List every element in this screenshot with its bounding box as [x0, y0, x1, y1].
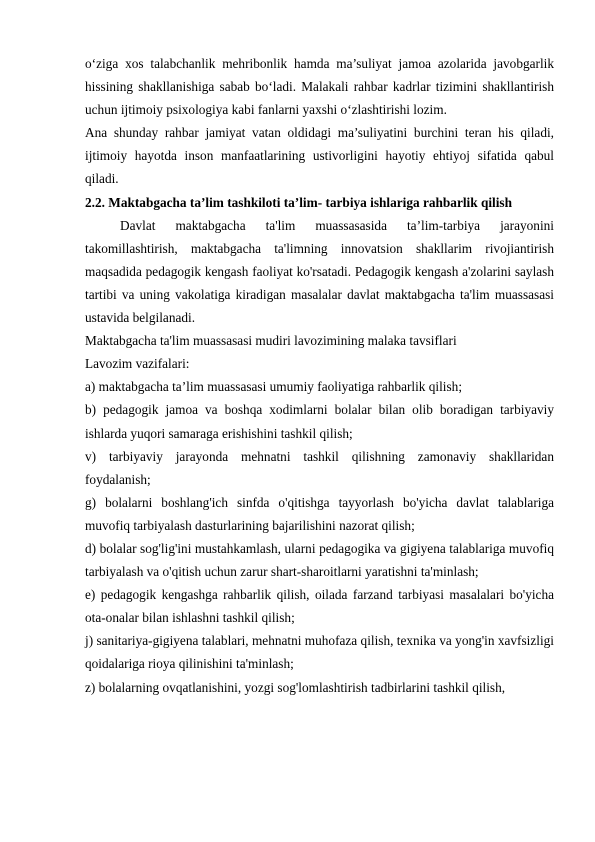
paragraph-qualification-title: Maktabgacha ta'lim muassasasi mudiri lavozimining malaka tavsiflari: [85, 333, 457, 349]
document-page: [85, 52, 554, 699]
list-item-v: v) tarbiyaviy jarayonda mehnatni tashkil qilishning zamonaviy shakllaridan foydalanish;: [85, 448, 554, 487]
list-item-a: a) maktabgacha ta’lim muassasasi umumiy faoliyatiga rahbarlik qilish;: [85, 379, 463, 395]
list-item-b: b) pedagogik jamoa va boshqa xodimlarni bolalar bilan olib boradigan tarbiyaviy ishlarda yuqori samaraga erishishini tashkil qilish;: [85, 402, 554, 441]
list-item-j: j) sanitariya-gigiyena talablari, mehnatni muhofaza qilish, texnika va yong'in xavfsizligi qoidalariga rioya qilinishini ta'minlash;: [85, 633, 554, 672]
list-item-e: e) pedagogik kengashga rahbarlik qilish, oilada farzand tarbiyasi masalalari bo'yicha ota-onalar bilan ishlashni tashkil qilish;: [85, 587, 554, 626]
paragraph-duties-label: Lavozim vazifalari:: [85, 356, 190, 372]
section-heading: 2.2. Maktabgacha ta’lim tashkiloti ta’lim- tarbiya ishlariga rahbarlik qilish: [85, 194, 513, 210]
list-item-z: z) bolalarning ovqatlanishini, yozgi sog'lomlashtirish tadbirlarini tashkil qilish,: [85, 679, 506, 695]
paragraph-leader-responsibility: Ana shunday rahbar jamiyat vatan oldidagi ma’suliyatini burchini teran his qiladi, ijtimoiy hayotda inson manfaatlarining ustivorligini hayotiy ehtiyoj sifatida qabul qiladi.: [85, 125, 554, 187]
paragraph-intro: o‘ziga xos talabchanlik mehribonlik hamda ma’suliyat jamoa azolarida javobgarlik hissining shakllanishiga sabab bo‘ladi. Malakali rahbar kadrlar tizimini shakllantirish uchun ijtimoiy psixologiya kabi fanlarni yaxshi o‘zlashtirishi lozim.: [85, 56, 554, 118]
list-item-d: d) bolalar sog'lig'ini mustahkamlash, ularni pedagogika va gigiyena talablariga muvofiq tarbiyalash va o'qitish uchun zarur shart-sharoitlarni yaratishni ta'minlash;: [85, 540, 554, 580]
list-item-g: g) bolalarni boshlang'ich sinfda o'qitishga tayyorlash bo'yicha davlat talablariga muvofiq tarbiyalash dasturlarining bajarilishini nazorat qilish;: [85, 494, 554, 533]
paragraph-pedagogical-council: Davlat maktabgacha ta'lim muassasasida ta’lim-tarbiya jarayonini takomillashtirish, maktabgacha ta'limning innovatsion shakllarim rivojiantirish maqsadida pedagogik kengash faoliyat ko'rsatadi. Pedagogik kengash a'zolarini saylash tartibi va uning vakolatiga kiradigan masalalar davlat maktabgacha ta'lim muassasasi ustavida belgilanadi.: [85, 217, 554, 326]
